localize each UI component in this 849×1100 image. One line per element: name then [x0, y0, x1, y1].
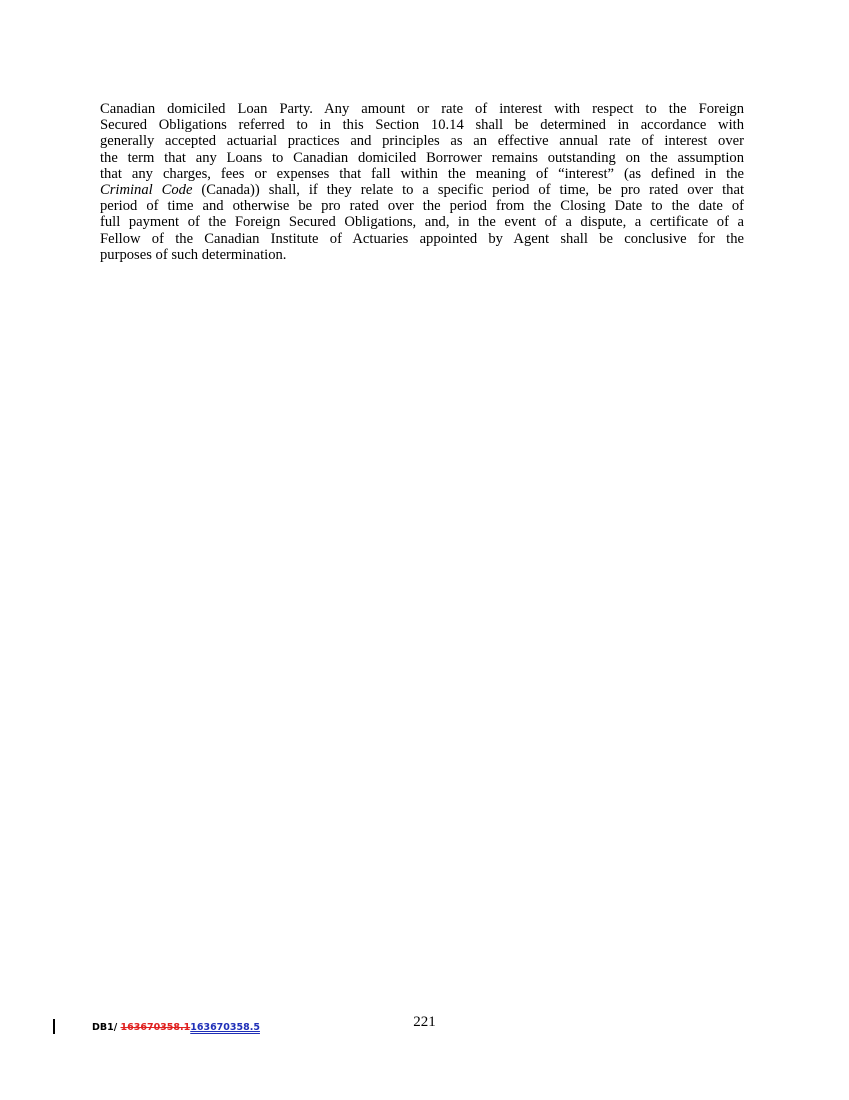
- body-line: Fellow of the Canadian Institute of Actuaries appointed by Agent shall be conclusive for the: [100, 230, 744, 247]
- criminal-code-italic: Criminal Code: [100, 182, 193, 199]
- docid-deleted: 163670358.1: [120, 1022, 191, 1033]
- body-line: the term that any Loans to Canadian domiciled Borrower remains outstanding on the assumption: [100, 149, 744, 166]
- body-line: Secured Obligations referred to in this Section 10.14 shall be determined in accordance with: [100, 117, 744, 134]
- body-line-criminal-code: [100, 182, 744, 198]
- body-line: Canadian domiciled Loan Party. Any amount or rate of interest with respect to the Foreign: [100, 101, 744, 117]
- body-line: full payment of the Foreign Secured Obligations, and, in the event of a dispute, a certificate of a: [100, 214, 744, 231]
- body-paragraph: [100, 101, 744, 263]
- body-line: that any charges, fees or expenses that fall within the meaning of “interest” (as defined in the: [100, 165, 744, 182]
- body-line-rest: (Canada)) shall, if they relate to a specific period of time, be pro rated over that: [192, 182, 744, 199]
- body-line: period of time and otherwise be pro rated over the period from the Closing Date to the date of: [100, 198, 744, 215]
- page-number: 221: [413, 1014, 436, 1030]
- docid-prefix: DB1/: [92, 1022, 121, 1033]
- docid-inserted: 163670358.5: [190, 1022, 260, 1033]
- body-line: generally accepted actuarial practices and principles as an effective annual rate of interest over: [100, 133, 744, 150]
- body-line-last: purposes of such determination.: [100, 246, 287, 263]
